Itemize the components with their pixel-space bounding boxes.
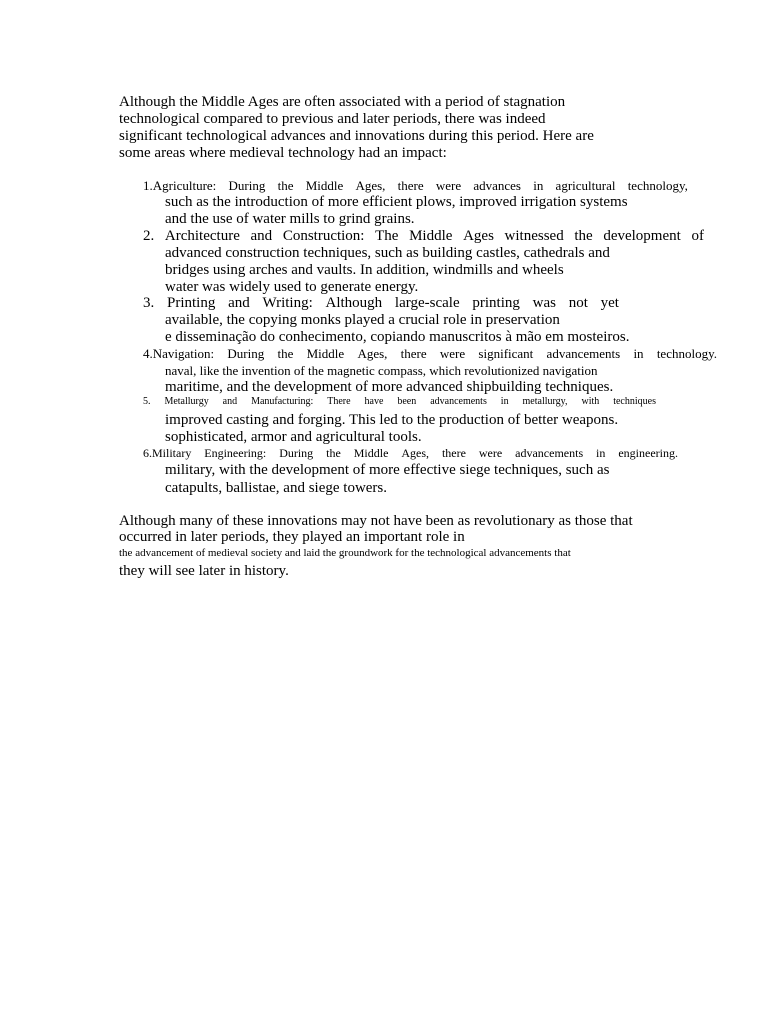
- word: the: [574, 228, 593, 244]
- intro-line: significant technological advances and innovations during this period. Here are: [119, 128, 594, 144]
- list-item-line: and the use of water mills to grind grains.: [165, 211, 415, 227]
- word: metallurgy,: [522, 396, 568, 407]
- word: Engineering:: [204, 446, 267, 460]
- word: Construction:: [282, 228, 365, 244]
- word: advancements: [430, 396, 487, 407]
- list-item-first-line: [143, 397, 656, 407]
- list-item-first-line: [143, 179, 688, 192]
- word: Manufacturing:: [251, 396, 314, 407]
- word: in: [633, 346, 644, 361]
- conclusion-line: the advancement of medieval society and laid the groundwork for the technological advancements that: [119, 547, 571, 559]
- word: Middle: [305, 178, 344, 193]
- list-item-line: naval, like the invention of the magnetic compass, which revolutionized navigation: [165, 363, 598, 378]
- list-item-first-line: [143, 229, 704, 244]
- word: in: [500, 396, 509, 407]
- word: the: [326, 446, 341, 460]
- word: large-scale: [394, 295, 460, 311]
- word: development: [603, 228, 681, 244]
- list-item-line: improved casting and forging. This led to the production of better weapons.: [165, 412, 619, 428]
- intro-line: Although the Middle Ages are often associated with a period of stagnation: [119, 94, 566, 110]
- word: techniques: [613, 396, 656, 407]
- list-item-line: catapults, ballistae, and siege towers.: [165, 480, 388, 496]
- word: in: [533, 178, 544, 193]
- word: Middle: [353, 446, 389, 460]
- word: of: [691, 228, 704, 244]
- word: Metallurgy: [164, 396, 209, 407]
- word: During: [279, 446, 314, 460]
- word: were: [439, 346, 466, 361]
- word: Ages,: [355, 178, 386, 193]
- list-item-line: water was widely used to generate energy.: [165, 279, 419, 295]
- word: were: [478, 446, 503, 460]
- word: 5.: [143, 396, 151, 407]
- word: 2.: [143, 228, 155, 244]
- word: have: [364, 396, 384, 407]
- intro-line: technological compared to previous and later periods, there was indeed: [119, 111, 546, 127]
- intro-line: some areas where medieval technology had an impact:: [119, 145, 447, 161]
- word: there: [400, 346, 427, 361]
- word: Although: [325, 295, 383, 311]
- list-item-first-line: [143, 296, 619, 311]
- word: the: [277, 178, 294, 193]
- list-item-line: military, with the development of more effective siege techniques, such as: [165, 462, 610, 478]
- word: the: [277, 346, 294, 361]
- word: During: [227, 346, 265, 361]
- word: During: [228, 178, 266, 193]
- list-item-line: advanced construction techniques, such as building castles, cathedrals and: [165, 245, 610, 261]
- word: yet: [600, 295, 619, 311]
- word: 3.: [143, 295, 155, 311]
- word: 4.Navigation:: [143, 346, 215, 361]
- word: were: [435, 178, 462, 193]
- word: advances: [473, 178, 521, 193]
- word: Ages,: [357, 346, 388, 361]
- list-item-line: such as the introduction of more efficient plows, improved irrigation systems: [165, 194, 628, 210]
- word: not: [568, 295, 588, 311]
- word: engineering.: [618, 446, 678, 460]
- word: 6.Military: [143, 446, 192, 460]
- conclusion-line: occurred in later periods, they played an important role in: [119, 529, 465, 545]
- list-item-line: sophisticated, armor and agricultural tools.: [165, 429, 422, 445]
- word: agricultural: [555, 178, 616, 193]
- word: The: [375, 228, 399, 244]
- word: technology,: [627, 178, 688, 193]
- word: technology.: [656, 346, 717, 361]
- word: was: [532, 295, 556, 311]
- word: advancements: [515, 446, 584, 460]
- word: Writing:: [262, 295, 313, 311]
- word: Ages,: [401, 446, 430, 460]
- word: Middle: [409, 228, 453, 244]
- word: witnessed: [504, 228, 564, 244]
- list-item-first-line: [143, 447, 678, 459]
- word: and: [222, 396, 238, 407]
- list-item-line: maritime, and the development of more advanced shipbuilding techniques.: [165, 379, 614, 395]
- list-item-line: bridges using arches and vaults. In addition, windmills and wheels: [165, 262, 564, 278]
- word: there: [441, 446, 466, 460]
- word: there: [397, 178, 424, 193]
- word: There: [327, 396, 351, 407]
- word: significant: [478, 346, 534, 361]
- list-item-first-line: [143, 347, 717, 360]
- word: Ages: [463, 228, 494, 244]
- word: printing: [472, 295, 520, 311]
- word: and: [250, 228, 273, 244]
- word: Architecture: [164, 228, 240, 244]
- conclusion-line: Although many of these innovations may not have been as revolutionary as those that: [119, 513, 633, 529]
- list-item-line: e disseminação do conhecimento, copiando manuscritos à mão em mosteiros.: [165, 329, 630, 345]
- word: with: [581, 396, 600, 407]
- word: 1.Agriculture:: [143, 178, 217, 193]
- word: in: [596, 446, 606, 460]
- word: advancements: [546, 346, 621, 361]
- word: been: [397, 396, 417, 407]
- word: and: [228, 295, 250, 311]
- word: Printing: [167, 295, 216, 311]
- conclusion-line: they will see later in history.: [119, 563, 289, 579]
- word: Middle: [306, 346, 345, 361]
- list-item-line: available, the copying monks played a crucial role in preservation: [165, 312, 560, 328]
